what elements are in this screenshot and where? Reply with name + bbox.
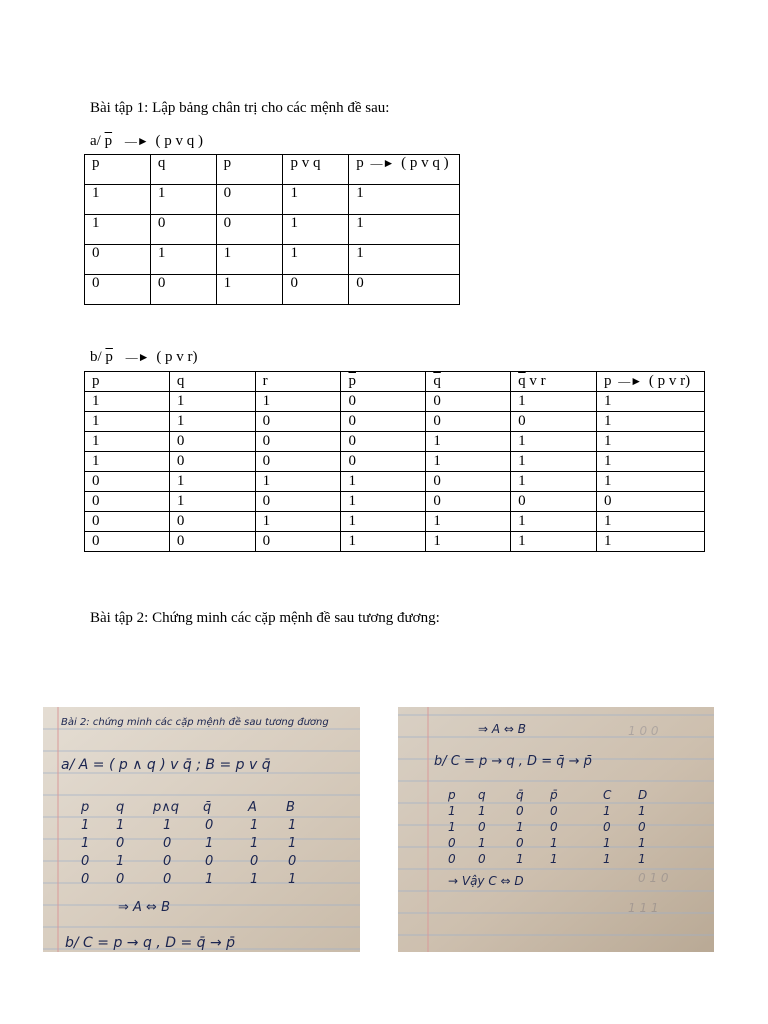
table-cell: 0 — [169, 512, 255, 532]
table-row — [85, 432, 705, 452]
header-not-p: $\overline{p}$ — [223, 155, 232, 171]
table-cell: 1 — [596, 512, 704, 532]
table-row — [85, 532, 705, 552]
table-header-row — [85, 155, 460, 185]
table-cell: 0 — [341, 432, 426, 452]
hw-cell: 0 — [116, 872, 125, 887]
hw-header-cell: A — [248, 800, 257, 815]
header-cell — [511, 372, 597, 392]
hw-cell: 0 — [163, 854, 172, 869]
hw-cell: 1 — [163, 818, 172, 833]
exercise2-heading: Bài tập 2: Chứng minh các cặp mệnh đề sau tương đương: — [90, 610, 440, 626]
table-row — [85, 452, 705, 472]
hw-cell: 1 — [478, 836, 486, 850]
table-cell: 0 — [85, 472, 170, 492]
hw-cell: 1 — [81, 818, 90, 833]
notebook-page-right — [398, 707, 714, 952]
table-cell: 0 — [426, 472, 511, 492]
table-header-row — [85, 372, 705, 392]
table-cell: 0 — [426, 392, 511, 412]
table-row — [85, 492, 705, 512]
table-cell: 0 — [596, 492, 704, 512]
implies-arrow-icon: —► — [618, 374, 643, 388]
svg-text:1 0 0: 1 0 0 — [628, 724, 659, 738]
table-cell: 0 — [169, 532, 255, 552]
table-cell: 0 — [426, 412, 511, 432]
header-not-q: $\overline{q}$ — [433, 373, 441, 389]
hw-cell: 0 — [516, 804, 524, 818]
hw-cell: 1 — [116, 854, 125, 869]
table-cell: 1 — [426, 452, 511, 472]
part-b-label — [90, 349, 198, 366]
table-cell: 1 — [85, 412, 170, 432]
table-cell: 0 — [85, 492, 170, 512]
part-a-label — [90, 133, 203, 150]
table-cell: 0 — [511, 492, 597, 512]
hw-cell: 0 — [116, 836, 125, 851]
table-cell: 1 — [255, 512, 341, 532]
hw-cell: 1 — [638, 836, 646, 850]
table-cell: 1 — [426, 432, 511, 452]
hw-cell: 1 — [81, 836, 90, 851]
header-cell: q — [150, 155, 216, 185]
hw-cell: 1 — [205, 836, 214, 851]
table-row — [85, 245, 460, 275]
table-cell: 1 — [596, 532, 704, 552]
hw-cell: 1 — [448, 804, 456, 818]
header-cell: p — [85, 372, 170, 392]
table-cell: 1 — [216, 245, 283, 275]
table-cell: 1 — [596, 432, 704, 452]
part-b-prefix: b/ — [90, 349, 102, 365]
photo-left-title: Bài 2: chứng minh các cặp mệnh đề sau tương đương — [61, 717, 329, 728]
header-cell — [216, 155, 283, 185]
table-cell: 1 — [150, 245, 216, 275]
handwritten-photo-right — [398, 707, 714, 952]
header-cell — [596, 372, 704, 392]
hw-cell: 1 — [250, 818, 259, 833]
header-not-q: $\overline{q}$ — [518, 373, 526, 389]
hw-header-cell: D — [638, 788, 648, 802]
table-cell: 0 — [169, 432, 255, 452]
hw-cell: 0 — [550, 804, 558, 818]
hw-header-cell: q̄ — [203, 800, 212, 815]
svg-text:0 1 0: 0 1 0 — [638, 871, 669, 885]
table-cell: 0 — [85, 512, 170, 532]
header-cell: p v q — [283, 155, 349, 185]
hw-cell: 0 — [448, 852, 456, 866]
table-cell: 1 — [85, 452, 170, 472]
hw-cell: 1 — [603, 852, 611, 866]
table-cell: 0 — [341, 452, 426, 472]
hw-header-cell: p — [81, 800, 90, 815]
table-cell: 0 — [255, 492, 341, 512]
hw-cell: 1 — [603, 836, 611, 850]
hw-cell: 0 — [288, 854, 297, 869]
hw-cell: 0 — [448, 836, 456, 850]
table-cell: 1 — [511, 452, 597, 472]
table-cell: 0 — [511, 412, 597, 432]
table-row — [85, 472, 705, 492]
truth-table-b — [84, 371, 705, 552]
table-cell: 0 — [341, 412, 426, 432]
table-cell: 1 — [426, 512, 511, 532]
hw-cell: 0 — [163, 836, 172, 851]
table-cell: 1 — [349, 215, 460, 245]
part-b-expression: ( p v r) — [156, 349, 198, 365]
hw-cell: 1 — [478, 804, 486, 818]
table-cell: 1 — [596, 472, 704, 492]
exercise1-heading: Bài tập 1: Lập bảng chân trị cho các mệnh đề sau: — [90, 100, 390, 116]
hw-header-cell: p̄ — [550, 788, 558, 802]
implies-arrow-icon: —► — [119, 350, 150, 364]
hw-cell: 0 — [603, 820, 611, 834]
header-cell: r — [255, 372, 341, 392]
header-expression: ( p v r) — [648, 373, 691, 389]
truth-table-a — [84, 154, 460, 305]
not-p-symbol: $\overline{p}$ — [105, 349, 113, 365]
hw-cell: 0 — [205, 854, 214, 869]
table-cell: 0 — [349, 275, 460, 305]
hw-cell: 0 — [81, 872, 90, 887]
notebook-page-left — [43, 707, 360, 952]
table-cell: 1 — [349, 245, 460, 275]
hw-cell: 0 — [250, 854, 259, 869]
table-cell: 0 — [283, 275, 349, 305]
table-cell: 1 — [426, 532, 511, 552]
hw-cell: 1 — [205, 872, 214, 887]
table-cell: 1 — [216, 275, 283, 305]
table-cell: 0 — [85, 245, 151, 275]
table-cell: 0 — [216, 215, 283, 245]
table-row — [85, 412, 705, 432]
header-not-p: $\overline{p}$ — [356, 155, 364, 171]
svg-text:1 1 1: 1 1 1 — [628, 901, 659, 915]
hw-cell: 0 — [478, 852, 486, 866]
table-cell: 0 — [426, 492, 511, 512]
photo-left-a-line: a/ A = ( p ∧ q ) v q̄ ; B = p v q̄ — [61, 757, 271, 773]
hw-cell: 1 — [550, 836, 558, 850]
table-cell: 0 — [255, 532, 341, 552]
header-expression: ( p v q ) — [401, 155, 449, 171]
table-cell: 1 — [341, 472, 426, 492]
table-cell: 1 — [169, 472, 255, 492]
table-row — [85, 392, 705, 412]
table-cell: 0 — [150, 215, 216, 245]
table-cell: 1 — [596, 412, 704, 432]
table-cell: 1 — [283, 215, 349, 245]
table-cell: 1 — [255, 392, 341, 412]
hw-cell: 0 — [550, 820, 558, 834]
table-row — [85, 512, 705, 532]
table-cell: 1 — [283, 185, 349, 215]
table-cell: 1 — [85, 185, 151, 215]
table-cell: 1 — [341, 532, 426, 552]
table-cell: 1 — [169, 492, 255, 512]
header-cell — [341, 372, 426, 392]
table-cell: 1 — [511, 532, 597, 552]
table-cell: 1 — [341, 492, 426, 512]
hw-header-cell: p — [448, 788, 456, 802]
hw-cell: 1 — [638, 804, 646, 818]
table-cell: 0 — [150, 275, 216, 305]
table-cell: 0 — [255, 452, 341, 472]
hw-cell: 0 — [163, 872, 172, 887]
hw-cell: 1 — [116, 818, 125, 833]
table-cell: 1 — [283, 245, 349, 275]
handwritten-photo-left — [43, 707, 360, 952]
implies-arrow-icon: —► — [370, 156, 395, 170]
hw-header-cell: C — [603, 788, 612, 802]
photo-left-conclusion: ⇒ A ⇔ B — [118, 900, 170, 915]
table-cell: 1 — [511, 392, 597, 412]
header-not-p: $\overline{p}$ — [348, 373, 356, 389]
hw-cell: 1 — [638, 852, 646, 866]
hw-cell: 1 — [288, 872, 297, 887]
table-cell: 1 — [511, 472, 597, 492]
table-cell: 0 — [341, 392, 426, 412]
table-cell: 1 — [85, 392, 170, 412]
table-cell: 1 — [596, 392, 704, 412]
hw-header-cell: q̄ — [516, 788, 524, 802]
photo-right-b-line: b/ C = p → q , D = q̄ → p̄ — [434, 754, 592, 769]
hw-cell: 1 — [288, 818, 297, 833]
table-cell: 1 — [255, 472, 341, 492]
hw-cell: 1 — [516, 852, 524, 866]
table-cell: 1 — [169, 392, 255, 412]
photo-right-conclusion: → Vậy C ⇔ D — [448, 874, 524, 888]
hw-cell: 1 — [550, 852, 558, 866]
hw-cell: 1 — [603, 804, 611, 818]
header-cell — [349, 155, 460, 185]
hw-cell: 1 — [250, 872, 259, 887]
hw-header-cell: q — [478, 788, 486, 802]
photo-right-top-line: ⇒ A ⇔ B — [478, 722, 526, 736]
table-row — [85, 275, 460, 305]
part-a-expression: ( p v q ) — [155, 133, 203, 149]
hw-cell: 0 — [81, 854, 90, 869]
part-a-prefix: a/ — [90, 133, 101, 149]
hw-cell: 0 — [205, 818, 214, 833]
table-cell: 0 — [255, 412, 341, 432]
table-cell: 1 — [169, 412, 255, 432]
hw-cell: 1 — [288, 836, 297, 851]
table-cell: 1 — [341, 512, 426, 532]
table-cell: 0 — [85, 275, 151, 305]
table-row — [85, 215, 460, 245]
hw-header-cell: p∧q — [153, 800, 180, 815]
header-cell: q — [169, 372, 255, 392]
header-p: p — [603, 373, 612, 389]
table-row — [85, 185, 460, 215]
hw-cell: 1 — [250, 836, 259, 851]
hw-header-cell: B — [286, 800, 295, 815]
table-cell: 1 — [349, 185, 460, 215]
table-cell: 1 — [85, 215, 151, 245]
table-cell: 0 — [85, 532, 170, 552]
truth-table-b-body — [85, 392, 705, 552]
header-cell: p — [85, 155, 151, 185]
table-cell: 1 — [511, 512, 597, 532]
header-or-r: v r — [525, 373, 546, 389]
table-cell: 0 — [255, 432, 341, 452]
table-cell: 1 — [511, 432, 597, 452]
hw-cell: 0 — [638, 820, 646, 834]
not-p-symbol: $\overline{p}$ — [104, 133, 113, 149]
hw-cell: 0 — [478, 820, 486, 834]
table-cell: 1 — [150, 185, 216, 215]
hw-cell: 1 — [448, 820, 456, 834]
hw-cell: 0 — [516, 836, 524, 850]
table-cell: 0 — [216, 185, 283, 215]
hw-header-cell: q — [116, 800, 125, 815]
table-cell: 1 — [85, 432, 170, 452]
hw-cell: 1 — [516, 820, 524, 834]
photo-left-b-line: b/ C = p → q , D = q̄ → p̄ — [65, 935, 236, 951]
implies-arrow-icon: —► — [118, 134, 149, 148]
table-cell: 0 — [169, 452, 255, 472]
table-cell: 1 — [596, 452, 704, 472]
header-cell — [426, 372, 511, 392]
